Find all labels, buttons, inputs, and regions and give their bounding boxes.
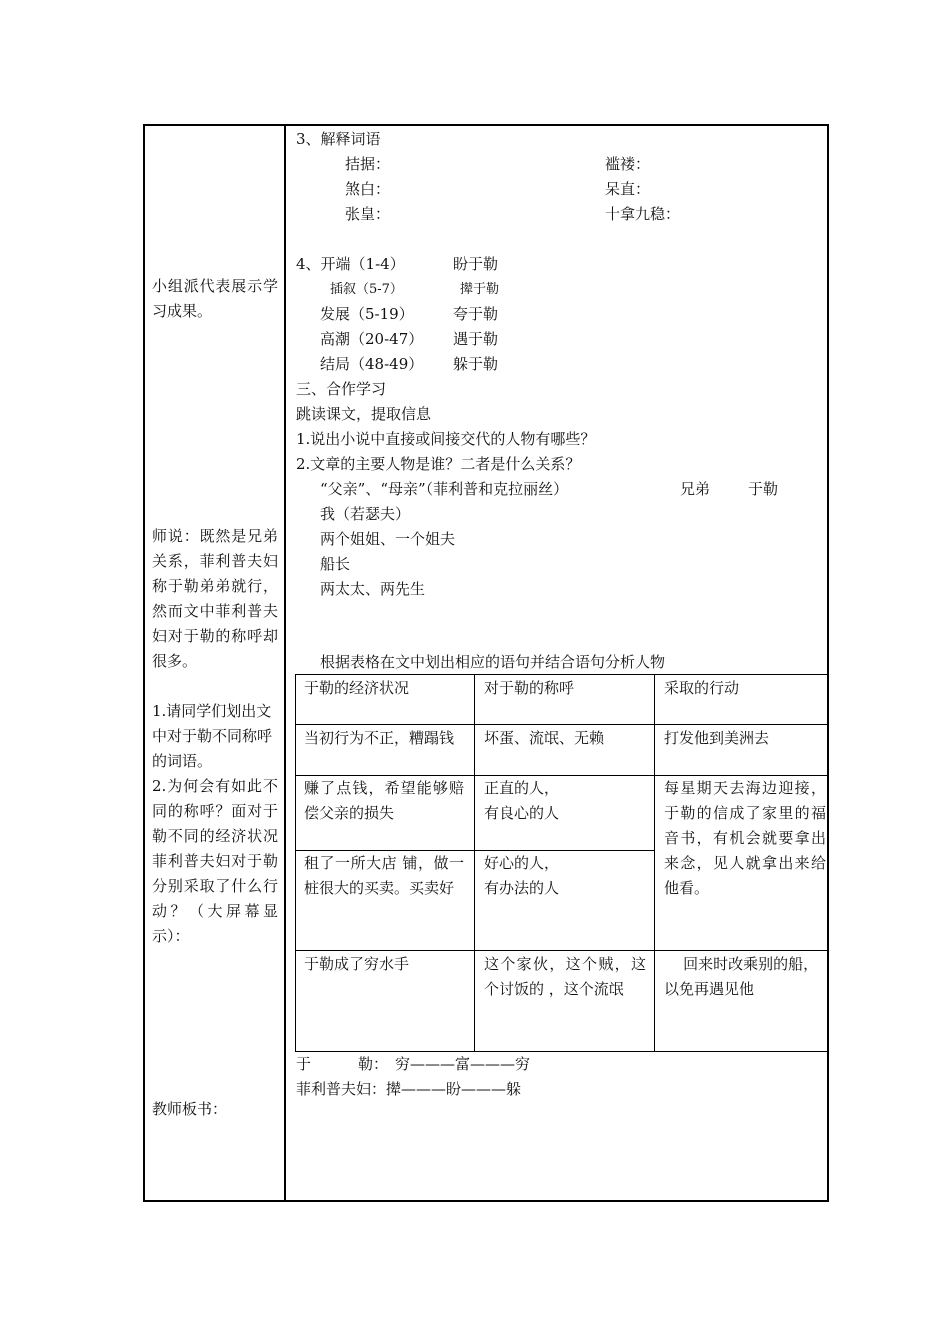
coop-question-2: 2.文章的主要人物是谁？二者是什么关系？ [296,455,581,473]
character-4: 两太太、两先生 [320,580,426,598]
r2-economic: 赚了点钱，希望能够赔偿父亲的损失 [304,779,464,822]
column-divider [284,124,286,1202]
analysis-table [295,674,829,1052]
word-4: 呆直： [605,180,651,198]
r4-economic: 于勒成了穷水手 [304,955,410,973]
header-action: 采取的行动 [664,679,740,697]
table-intro: 根据表格在文中划出相应的语句并结合语句分析人物 [320,653,666,671]
plot-verb-1: 盼于勒 [453,255,499,273]
board-yule-char2: 勒： [358,1055,389,1073]
coop-skim: 跳读课文，提取信息 [296,405,432,423]
board-couple-path: 菲利普夫妇：撵———盼———躲 [296,1080,522,1098]
relation-brother: 兄弟 [680,480,711,498]
word-6: 十拿九稳： [605,205,681,223]
character-3: 船长 [320,555,351,573]
plot-part-1: 4、开端（1-4） [296,255,405,273]
board-yule-char1: 于 [296,1055,312,1073]
parents-line: “父亲”、“母亲”（菲利普和克拉丽丝） [320,480,569,498]
teacher-say-note: 师说：既然是兄弟关系，菲利普夫妇称于勒弟弟就行，然而文中菲利普夫妇对于勒的称呼却很多。 [152,527,278,670]
coop-heading: 三、合作学习 [296,380,387,398]
word-1: 拮据： [345,155,391,173]
task-1: 1.请同学们划出文中对于勒不同称呼的词语。 [152,702,273,770]
group-show-note: 小组派代表展示学习成果。 [152,277,278,320]
r1-address: 坏蛋、流氓、无赖 [484,729,605,747]
r2-address: 正直的人， 有良心的人 [484,779,560,822]
r4-action: 回来时改乘别的船，以免再遇见他 [664,955,819,998]
relation-yule: 于勒 [748,480,779,498]
plot-verb-5: 躲于勒 [453,355,499,373]
plot-verb-2: 撵于勒 [460,282,500,297]
section3-heading: 3、解释词语 [296,130,381,148]
r3-address: 好心的人， 有办法的人 [484,854,560,897]
r1-economic: 当初行为不正，糟蹋钱 [304,729,455,747]
plot-part-5: 结局（48-49） [320,355,424,373]
plot-verb-4: 遇于勒 [453,330,499,348]
header-economic: 于勒的经济状况 [304,679,410,697]
board-label: 教师板书： [152,1100,228,1118]
plot-part-3: 发展（5-19） [320,305,414,323]
plot-verb-3: 夸于勒 [453,305,499,323]
board-yule-path: 穷———富———穷 [395,1055,531,1073]
r23-action: 每星期天去海边迎接，于勒的信成了家里的福音书，有机会就要拿出来念，见人就拿出来给他看。 [664,779,826,897]
coop-question-1: 1.说出小说中直接或间接交代的人物有哪些？ [296,430,596,448]
word-2: 褴褛： [605,155,651,173]
r4-address: 这个家伙，这个贼，这个讨饭的 ，这个流氓 [484,955,646,998]
task-2: 2.为何会有如此不同的称呼？面对于勒不同的经济状况菲利普夫妇对于勒分别采取了什么行动？（大屏幕显示）： [152,777,278,945]
header-address: 对于勒的称呼 [484,679,575,697]
plot-part-2: 插叙（5-7） [330,282,403,297]
word-3: 煞白： [345,180,391,198]
word-5: 张皇： [345,205,391,223]
r3-economic: 租了一所大店 铺，做一桩很大的买卖。买卖好 [304,854,464,897]
character-2: 两个姐姐、一个姐夫 [320,530,456,548]
r1-action: 打发他到美洲去 [664,729,770,747]
character-1: 我（若瑟夫） [320,505,411,523]
plot-part-4: 高潮（20-47） [320,330,424,348]
